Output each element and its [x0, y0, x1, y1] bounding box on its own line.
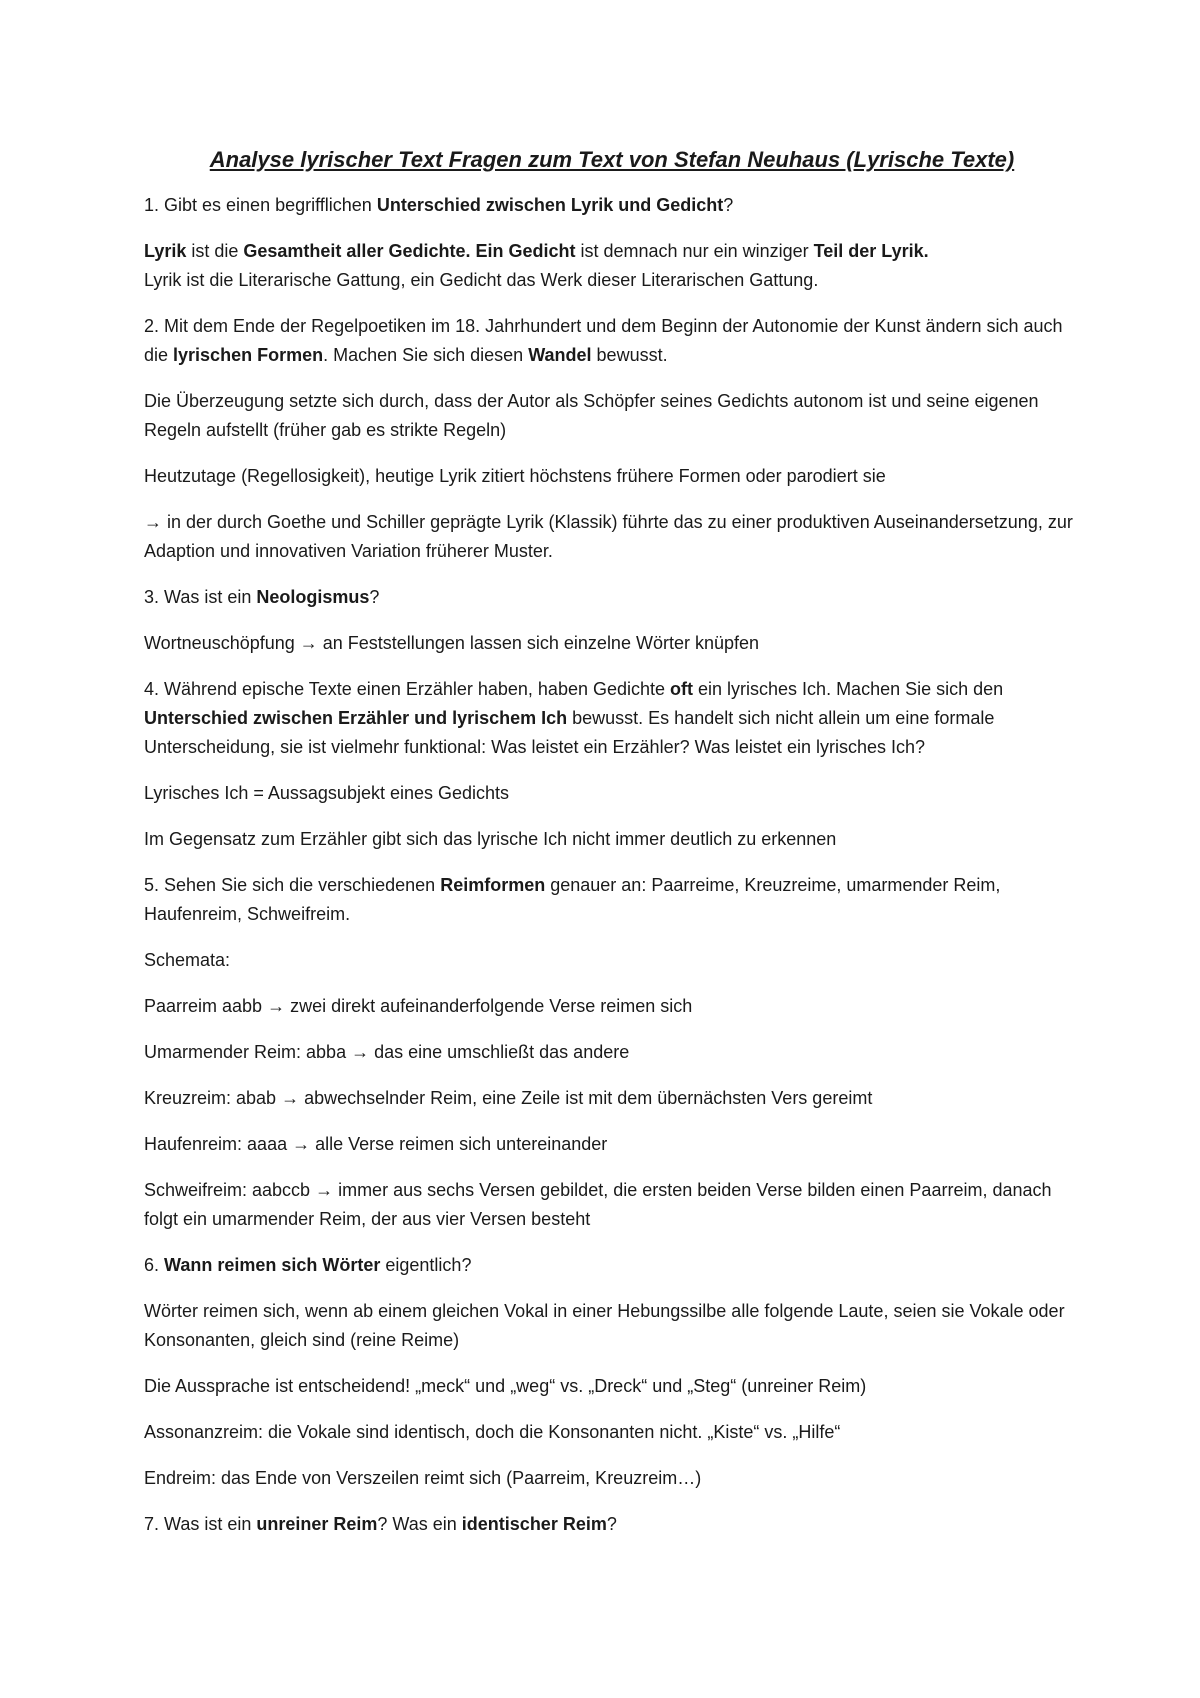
bold-text: oft: [670, 679, 694, 699]
paragraph: [144, 1084, 1080, 1113]
text-run: bewusst. Es handelt sich nicht allein um eine formale Unterscheidung, sie ist vielmehr funktional: Was leistet ein Erzähler? Was leistet ein lyrisches Ich?: [144, 708, 995, 757]
bold-text: Gesamtheit aller Gedichte. Ein Gedicht: [243, 241, 576, 261]
paragraph: [144, 992, 1080, 1021]
text-run: Umarmender Reim: abba → das eine umschließt das andere: [144, 1042, 630, 1062]
paragraph: [144, 1464, 1080, 1493]
text-run: Paarreim aabb → zwei direkt aufeinanderfolgende Verse reimen sich: [144, 996, 693, 1016]
text-run: Kreuzreim: abab → abwechselnder Reim, eine Zeile ist mit dem übernächsten Vers gereimt: [144, 1088, 873, 1108]
text-run: ?: [723, 195, 734, 215]
text-run: 1. Gibt es einen begrifflichen: [144, 195, 377, 215]
text-run: Schemata:: [144, 950, 231, 970]
bold-text: Unterschied zwischen Lyrik und Gedicht: [376, 195, 724, 215]
paragraph: [144, 462, 1080, 491]
text-run: ist die: [186, 241, 244, 261]
bold-text: Lyrik: [144, 241, 187, 261]
paragraph: [144, 1130, 1080, 1159]
text-run: Die Überzeugung setzte sich durch, dass der Autor als Schöpfer seines Gedichts autonom ist und seine eigenen Regeln aufstellt (früher gab es strikte Regeln): [144, 391, 1039, 440]
text-run: Lyrisches Ich = Aussagsubjekt eines Gedichts: [144, 783, 510, 803]
text-run: 3. Was ist ein: [144, 587, 257, 607]
text-run: Heutzutage (Regellosigkeit), heutige Lyrik zitiert höchstens frühere Formen oder parodiert sie: [144, 466, 886, 486]
bold-text: Wandel: [528, 345, 592, 365]
text-run: ein lyrisches Ich. Machen Sie sich den: [693, 679, 1004, 699]
paragraph: [144, 1418, 1080, 1447]
paragraph: [144, 387, 1080, 445]
text-run: eigentlich?: [380, 1255, 472, 1275]
text-run: ?: [369, 587, 380, 607]
paragraph: [144, 1510, 1080, 1539]
bold-text: identischer Reim: [461, 1514, 607, 1534]
paragraph: [144, 1297, 1080, 1355]
bold-text: Unterschied zwischen Erzähler und lyrischem Ich: [144, 708, 568, 728]
text-run: Endreim: das Ende von Verszeilen reimt sich (Paarreim, Kreuzreim…): [144, 1468, 702, 1488]
paragraph: [144, 825, 1080, 854]
paragraph: [144, 191, 1080, 220]
page-title: Analyse lyrischer Text Fragen zum Text von Stefan Neuhaus (Lyrische Texte): [209, 147, 1015, 172]
text-run: 2. Mit dem Ende der Regelpoetiken im 18. Jahrhundert und dem Beginn der Autonomie der Kunst ändern sich auch die: [144, 316, 1063, 365]
text-run: ?: [606, 1514, 617, 1534]
bold-text: lyrischen Formen: [173, 345, 324, 365]
text-run: 4. Während epische Texte einen Erzähler haben, haben Gedichte: [144, 679, 671, 699]
bold-text: Neologismus: [256, 587, 370, 607]
paragraph: [144, 1372, 1080, 1401]
document-body: [144, 191, 1080, 1539]
paragraph: [144, 1251, 1080, 1280]
bold-text: unreiner Reim: [256, 1514, 378, 1534]
paragraph: [144, 779, 1080, 808]
paragraph: [144, 871, 1080, 929]
paragraph: [144, 583, 1080, 612]
text-run: 5. Sehen Sie sich die verschiedenen: [144, 875, 441, 895]
paragraph: [144, 312, 1080, 370]
paragraph: [144, 629, 1080, 658]
text-run: . Machen Sie sich diesen: [323, 345, 529, 365]
paragraph: [144, 675, 1080, 762]
bold-text: Reimformen: [440, 875, 546, 895]
text-run: ist demnach nur ein winziger: [575, 241, 814, 261]
text-run: Die Aussprache ist entscheidend! „meck“ und „weg“ vs. „Dreck“ und „Steg“ (unreiner Reim): [144, 1376, 867, 1396]
text-run: genauer an: Paarreime, Kreuzreime, umarmender Reim, Haufenreim, Schweifreim.: [144, 875, 1001, 924]
bold-text: Wann reimen sich Wörter: [164, 1255, 381, 1275]
text-run: 6.: [144, 1255, 165, 1275]
bold-text: Teil der Lyrik.: [813, 241, 929, 261]
paragraph: [144, 508, 1080, 566]
text-run: 7. Was ist ein: [144, 1514, 257, 1534]
text-run: ? Was ein: [377, 1514, 462, 1534]
text-run: bewusst.: [591, 345, 668, 365]
text-run: Wörter reimen sich, wenn ab einem gleichen Vokal in einer Hebungssilbe alle folgende Laute, seien sie Vokale oder Konsonanten, gleich sind (reine Reime): [144, 1301, 1065, 1350]
paragraph: [144, 946, 1080, 975]
paragraph: [144, 237, 1080, 295]
text-run: Wortneuschöpfung → an Feststellungen lassen sich einzelne Wörter knüpfen: [144, 633, 760, 653]
paragraph: [144, 1038, 1080, 1067]
text-run: Lyrik ist die Literarische Gattung, ein Gedicht das Werk dieser Literarischen Gattung.: [144, 270, 819, 290]
paragraph: [144, 1176, 1080, 1234]
text-run: Schweifreim: aabccb → immer aus sechs Versen gebildet, die ersten beiden Verse bilden einen Paarreim, danach folgt ein umarmender Reim, der aus vier Versen besteht: [144, 1180, 1052, 1229]
text-run: → in der durch Goethe und Schiller geprägte Lyrik (Klassik) führte das zu einer produktiven Auseinandersetzung, zur Adaption und innovativen Variation früherer Muster.: [144, 512, 1073, 561]
text-run: Haufenreim: aaaa → alle Verse reimen sich untereinander: [144, 1134, 608, 1154]
text-run: Assonanzreim: die Vokale sind identisch, doch die Konsonanten nicht. „Kiste“ vs. „Hilfe“: [144, 1422, 841, 1442]
text-run: Im Gegensatz zum Erzähler gibt sich das lyrische Ich nicht immer deutlich zu erkennen: [144, 829, 837, 849]
